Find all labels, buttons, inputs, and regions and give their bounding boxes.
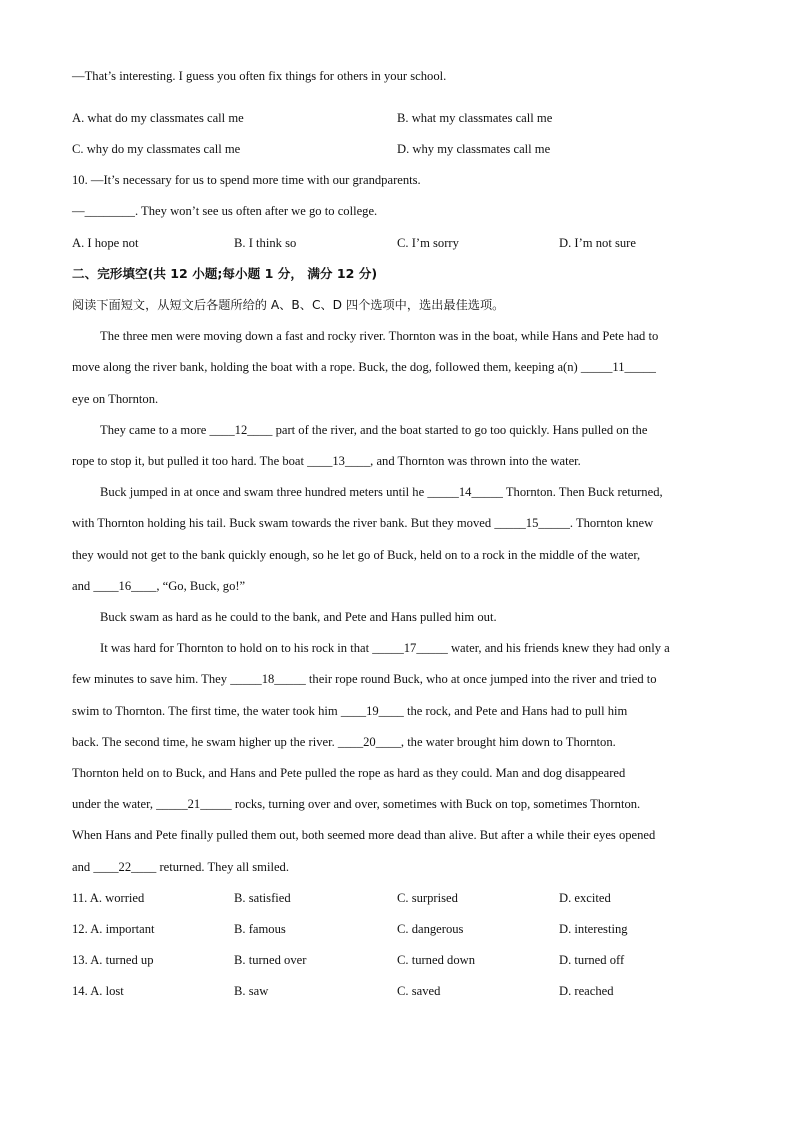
section-heading: 二、完形填空(共 12 小题;每小题 1 分， 满分 12 分) — [72, 266, 378, 281]
section-instructions: 阅读下面短文，从短文后各题所给的 A、B、C、D 四个选项中，选出最佳选项。 — [72, 298, 505, 312]
option-d: D. why my classmates call me — [397, 142, 551, 156]
passage-text: Thornton held on to Buck, and Hans and Pete pulled the rope as hard as they could. Man and dog disappeared — [72, 766, 626, 780]
choice-option: B. famous — [234, 922, 286, 936]
answer-line: —________. They won’t see us often after we go to college. — [72, 204, 378, 218]
passage-text: returned. They all smiled. — [156, 860, 289, 874]
passage-text: When Hans and Pete finally pulled them out, both seemed more dead than alive. But after a while their eyes opened — [72, 828, 656, 842]
answer-blank: ____16____ — [93, 579, 157, 593]
passage-text: part of the river, and the boat started to go too quickly. Hans pulled on the — [272, 423, 648, 437]
choice-option: D. excited — [559, 891, 611, 905]
choice-option: B. turned over — [234, 953, 307, 967]
passage-text: . Thornton knew — [569, 516, 654, 530]
choice-option: B. saw — [234, 984, 269, 998]
passage-line — [72, 765, 625, 781]
passage-text: Thornton. Then Buck returned, — [502, 485, 663, 499]
choice-option: 14. A. lost — [72, 984, 124, 998]
passage-line — [72, 515, 653, 531]
answer-blank: ____19____ — [340, 704, 404, 718]
answer-blank: ____20____ — [337, 735, 401, 749]
passage-text: water, and his friends knew they had only a — [447, 641, 670, 655]
passage-line — [72, 703, 627, 719]
choice-option: D. turned off — [559, 953, 625, 967]
passage-line — [72, 796, 640, 812]
answer-blank: _____14_____ — [427, 485, 503, 499]
answer-blank: ____13____ — [307, 454, 371, 468]
passage-line — [72, 827, 655, 843]
passage-line — [72, 453, 581, 469]
choice-option: B. satisfied — [234, 891, 291, 905]
option-a: A. what do my classmates call me — [72, 111, 244, 125]
passage-text: back. The second time, he swam higher up the river. — [72, 735, 338, 749]
choice-option: 13. A. turned up — [72, 953, 154, 967]
choice-option: C. surprised — [397, 891, 458, 905]
passage-line — [100, 640, 670, 656]
passage-text: Buck jumped in at once and swam three hundred meters until he — [100, 485, 428, 499]
passage-line — [72, 359, 656, 375]
answer-blank: _____18_____ — [230, 672, 306, 686]
passage-line — [72, 578, 245, 594]
passage-text: eye on Thornton. — [72, 392, 159, 406]
option-c: C. why do my classmates call me — [72, 142, 241, 156]
passage-line — [100, 609, 497, 625]
choice-option: C. turned down — [397, 953, 476, 967]
q10-option-d: D. I’m not sure — [559, 236, 636, 250]
passage-text: they would not get to the bank quickly enough, so he let go of Buck, held on to a rock in the middle of the water, — [72, 548, 641, 562]
choice-option: 12. A. important — [72, 922, 155, 936]
passage-text: under the water, — [72, 797, 157, 811]
q10-option-a: A. I hope not — [72, 236, 139, 250]
answer-blank: _____17_____ — [372, 641, 448, 655]
passage-text: Buck swam as hard as he could to the bank, and Pete and Hans pulled him out. — [100, 610, 497, 624]
passage-text: They came to a more — [100, 423, 210, 437]
choice-option: C. dangerous — [397, 922, 464, 936]
choice-option: D. reached — [559, 984, 614, 998]
answer-blank: _____15_____ — [494, 516, 570, 530]
choice-option: D. interesting — [559, 922, 628, 936]
passage-text: , and Thornton was thrown into the water. — [370, 454, 581, 468]
question-10: 10. —It’s necessary for us to spend more time with our grandparents. — [72, 173, 421, 187]
q10-option-b: B. I think so — [234, 236, 297, 250]
answer-blank: ____12____ — [209, 423, 273, 437]
answer-blank: ____22____ — [93, 860, 157, 874]
passage-text: , the water brought him down to Thornton. — [400, 735, 616, 749]
passage-text: It was hard for Thornton to hold on to his rock in that — [100, 641, 373, 655]
passage-text: rocks, turning over and over, sometimes with Buck on top, sometimes Thornton. — [231, 797, 641, 811]
passage-line — [100, 422, 647, 438]
passage-line — [72, 391, 158, 407]
choice-option: C. saved — [397, 984, 441, 998]
passage-text: and — [72, 860, 94, 874]
dialog-line: —That’s interesting. I guess you often fix things for others in your school. — [72, 69, 447, 83]
passage-text: The three men were moving down a fast and rocky river. Thornton was in the boat, while Hans and Pete had to — [100, 329, 659, 343]
passage-text: swim to Thornton. The first time, the water took him — [72, 704, 341, 718]
passage-line — [72, 547, 640, 563]
passage-text: rope to stop it, but pulled it too hard. The boat — [72, 454, 308, 468]
passage-line — [100, 484, 663, 500]
q10-option-c: C. I’m sorry — [397, 236, 459, 250]
option-b: B. what my classmates call me — [397, 111, 553, 125]
passage-line — [100, 328, 658, 344]
passage-text: , “Go, Buck, go!” — [156, 579, 246, 593]
passage-line — [72, 671, 657, 687]
passage-line — [72, 734, 616, 750]
choice-option: 11. A. worried — [72, 891, 145, 905]
answer-blank: _____21_____ — [156, 797, 232, 811]
passage-line — [72, 859, 289, 875]
answer-blank: _____11_____ — [580, 360, 656, 374]
passage-text: their rope round Buck, who at once jumped into the river and tried to — [305, 672, 657, 686]
passage-text: with Thornton holding his tail. Buck swam towards the river bank. But they moved — [72, 516, 495, 530]
passage-text: few minutes to save him. They — [72, 672, 231, 686]
passage-text: the rock, and Pete and Hans had to pull him — [403, 704, 628, 718]
passage-text: and — [72, 579, 94, 593]
passage-text: move along the river bank, holding the boat with a rope. Buck, the dog, followed them, keeping a(n) — [72, 360, 581, 374]
